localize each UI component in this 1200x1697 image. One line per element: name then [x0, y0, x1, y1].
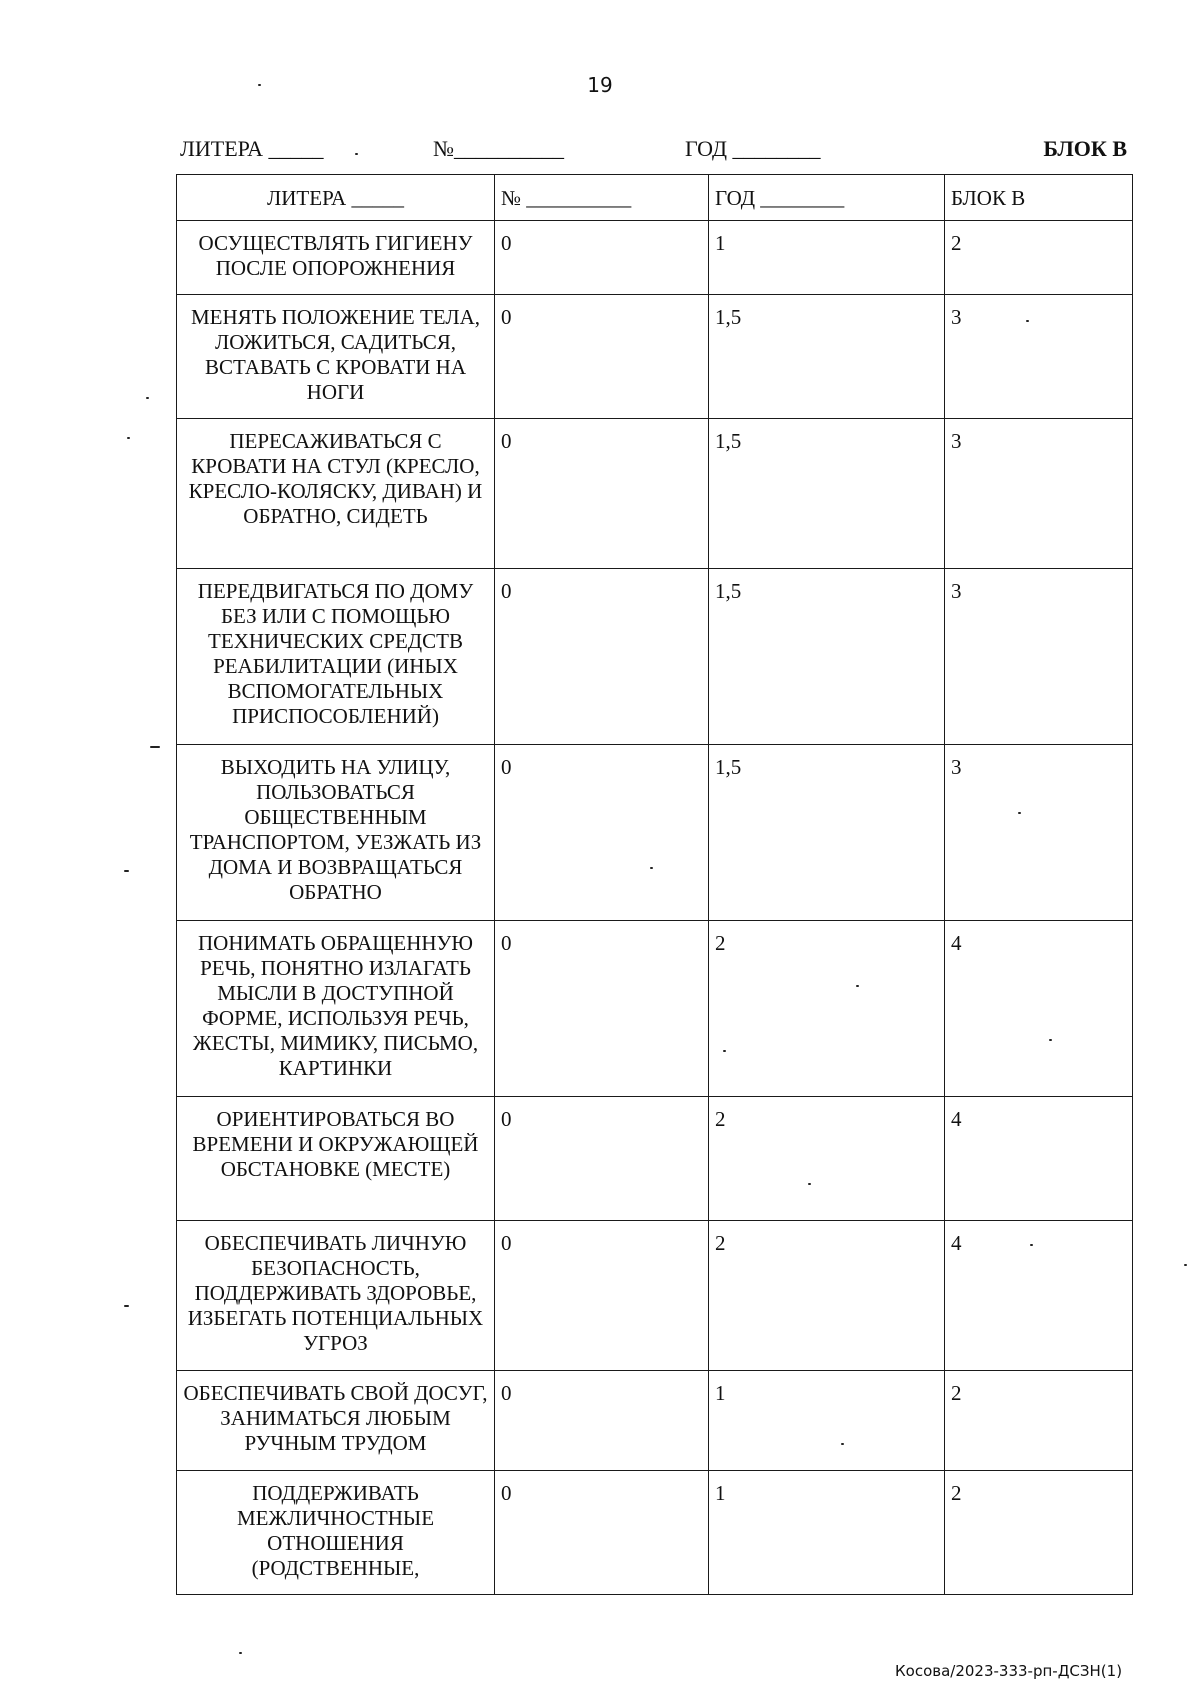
- score-cell: 1,5: [709, 419, 945, 569]
- score-cell: 2: [709, 1221, 945, 1371]
- score-cell: 4: [945, 1097, 1133, 1221]
- table-row: [177, 1221, 1133, 1371]
- column-header-number: № __________: [495, 175, 709, 221]
- score-cell: 0: [495, 745, 709, 921]
- table-row: [177, 921, 1133, 1097]
- scan-speck: [650, 867, 653, 869]
- activity-cell: ПОДДЕРЖИВАТЬ МЕЖЛИЧНОСТНЫЕ ОТНОШЕНИЯ (РОДСТВЕННЫЕ,: [177, 1471, 495, 1595]
- column-header-blok: БЛОК В: [945, 175, 1133, 221]
- scan-speck: [127, 437, 130, 439]
- score-cell: 2: [945, 1471, 1133, 1595]
- scan-speck: [856, 985, 859, 987]
- score-cell: 3: [945, 745, 1133, 921]
- activity-cell: ОРИЕНТИРОВАТЬСЯ ВО ВРЕМЕНИ И ОКРУЖАЮЩЕЙ ОБСТАНОВКЕ (МЕСТЕ): [177, 1097, 495, 1221]
- assessment-table: [176, 174, 1133, 1595]
- scan-speck: [1049, 1039, 1052, 1041]
- score-cell: 2: [709, 921, 945, 1097]
- scan-speck: [723, 1050, 726, 1052]
- table-row: [177, 1371, 1133, 1471]
- scan-speck: [1184, 1264, 1187, 1266]
- header-blok: БЛОК В: [1043, 136, 1127, 161]
- header-litera: ЛИТЕРА _____: [180, 136, 324, 161]
- column-header-litera: ЛИТЕРА _____: [177, 175, 495, 221]
- table-header-row: [177, 175, 1133, 221]
- score-cell: 0: [495, 419, 709, 569]
- score-cell: 1,5: [709, 569, 945, 745]
- score-cell: 3: [945, 569, 1133, 745]
- activity-cell: ОБЕСПЕЧИВАТЬ СВОЙ ДОСУГ, ЗАНИМАТЬСЯ ЛЮБЫМ РУЧНЫМ ТРУДОМ: [177, 1371, 495, 1471]
- document-code: Косова/2023-333-рп-ДСЗН(1): [895, 1662, 1123, 1680]
- scan-speck: [808, 1183, 811, 1185]
- score-cell: 1: [709, 1471, 945, 1595]
- table-row: [177, 1471, 1133, 1595]
- score-cell: 0: [495, 1371, 709, 1471]
- scan-speck: [146, 397, 149, 399]
- score-cell: 0: [495, 569, 709, 745]
- score-cell: 3: [945, 295, 1133, 419]
- score-cell: 4: [945, 921, 1133, 1097]
- score-cell: 2: [945, 221, 1133, 295]
- table-row: [177, 419, 1133, 569]
- score-cell: 1: [709, 221, 945, 295]
- activity-cell: МЕНЯТЬ ПОЛОЖЕНИЕ ТЕЛА, ЛОЖИТЬСЯ, САДИТЬСЯ, ВСТАВАТЬ С КРОВАТИ НА НОГИ: [177, 295, 495, 419]
- activity-cell: ПЕРЕСАЖИВАТЬСЯ С КРОВАТИ НА СТУЛ (КРЕСЛО, КРЕСЛО-КОЛЯСКУ, ДИВАН) И ОБРАТНО, СИДЕТЬ: [177, 419, 495, 569]
- score-cell: 1,5: [709, 295, 945, 419]
- header-god: ГОД ________: [685, 136, 821, 161]
- page-number: 19: [587, 73, 613, 97]
- scan-speck: [124, 870, 129, 872]
- scan-speck: [1018, 812, 1021, 814]
- scan-speck: [239, 1652, 242, 1654]
- scan-speck: [150, 746, 160, 748]
- activity-cell: ПЕРЕДВИГАТЬСЯ ПО ДОМУ БЕЗ ИЛИ С ПОМОЩЬЮ ТЕХНИЧЕСКИХ СРЕДСТВ РЕАБИЛИТАЦИИ (ИНЫХ ВСПОМОГАТЕЛЬНЫХ ПРИСПОСОБЛЕНИЙ): [177, 569, 495, 745]
- activity-cell: ОСУЩЕСТВЛЯТЬ ГИГИЕНУ ПОСЛЕ ОПОРОЖНЕНИЯ: [177, 221, 495, 295]
- table-row: [177, 1097, 1133, 1221]
- table-row: [177, 569, 1133, 745]
- score-cell: 1,5: [709, 745, 945, 921]
- scan-speck: [355, 153, 358, 155]
- score-cell: 0: [495, 1097, 709, 1221]
- score-cell: 1: [709, 1371, 945, 1471]
- scan-speck: [124, 1305, 129, 1307]
- activity-cell: ВЫХОДИТЬ НА УЛИЦУ, ПОЛЬЗОВАТЬСЯ ОБЩЕСТВЕННЫМ ТРАНСПОРТОМ, УЕЗЖАТЬ ИЗ ДОМА И ВОЗВРАЩАТЬСЯ ОБРАТНО: [177, 745, 495, 921]
- activity-cell: ПОНИМАТЬ ОБРАЩЕННУЮ РЕЧЬ, ПОНЯТНО ИЗЛАГАТЬ МЫСЛИ В ДОСТУПНОЙ ФОРМЕ, ИСПОЛЬЗУЯ РЕЧЬ, ЖЕСТЫ, МИМИКУ, ПИСЬМО, КАРТИНКИ: [177, 921, 495, 1097]
- header-number: №__________: [433, 136, 564, 161]
- score-cell: 4: [945, 1221, 1133, 1371]
- score-cell: 2: [945, 1371, 1133, 1471]
- column-header-god: ГОД ________: [709, 175, 945, 221]
- table-row: [177, 745, 1133, 921]
- scan-speck: [1026, 320, 1029, 322]
- table-row: [177, 221, 1133, 295]
- score-cell: 0: [495, 1471, 709, 1595]
- score-cell: 3: [945, 419, 1133, 569]
- score-cell: 0: [495, 295, 709, 419]
- score-cell: 2: [709, 1097, 945, 1221]
- table-row: [177, 295, 1133, 419]
- score-cell: 0: [495, 1221, 709, 1371]
- scan-speck: [258, 84, 261, 86]
- scan-speck: [841, 1443, 844, 1445]
- score-cell: 0: [495, 221, 709, 295]
- score-cell: 0: [495, 921, 709, 1097]
- activity-cell: ОБЕСПЕЧИВАТЬ ЛИЧНУЮ БЕЗОПАСНОСТЬ, ПОДДЕРЖИВАТЬ ЗДОРОВЬЕ, ИЗБЕГАТЬ ПОТЕНЦИАЛЬНЫХ УГРОЗ: [177, 1221, 495, 1371]
- scan-speck: [1030, 1244, 1033, 1246]
